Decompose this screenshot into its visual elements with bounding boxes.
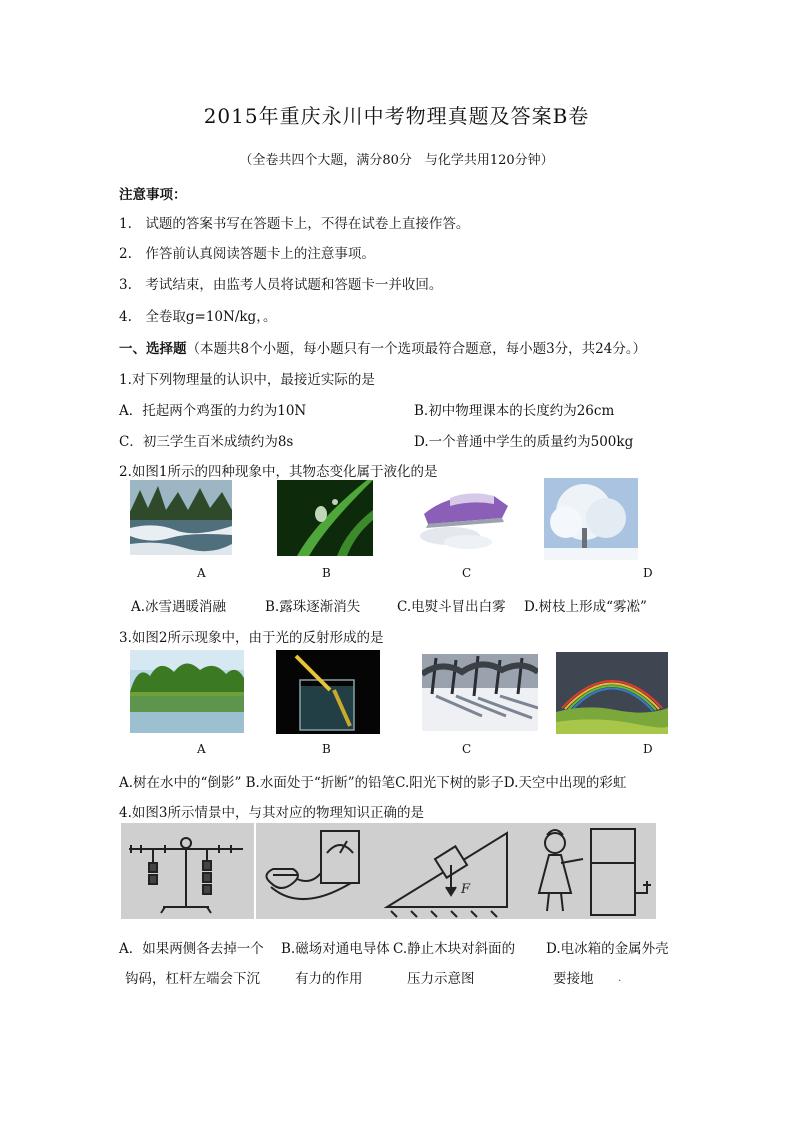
q4-option-a-line2: 钩码，杠杆左端会下沉 [125, 971, 260, 987]
fig2-label-d: D [643, 742, 653, 756]
q2-stem: 2.如图1所示的四种现象中，其物态变化属于液化的是 [119, 464, 438, 480]
incline-block-diagram [387, 833, 507, 917]
section-description: （本题共8个小题，每小题只有一个选项最符合题意，每小题3分，共24分。） [186, 341, 647, 357]
q1-option-d: D.一个普通中学生的质量约为500kg [414, 434, 634, 450]
q1-stem: 1.对下列物理量的认识中，最接近实际的是 [119, 372, 375, 388]
q4-stem: 4.如图3所示情景中，与其对应的物理知识正确的是 [119, 805, 424, 821]
rime-frost-tree-photo [544, 478, 638, 560]
q2-option-c: C.电熨斗冒出白雾 [397, 599, 506, 615]
note-item-3: 3. 考试结束，由监考人员将试题和答题卡一并收回。 [119, 277, 443, 293]
section-title: 一、选择题 [119, 341, 187, 357]
page-title: 2015年重庆永川中考物理真题及答案B卷 [203, 104, 590, 128]
figure-3-diagrams [121, 823, 656, 919]
fig2-label-c: C [462, 742, 472, 756]
q4-option-c-line2: 压力示意图 [407, 971, 475, 987]
melting-ice-photo [130, 480, 232, 555]
section-heading [119, 337, 646, 357]
girl-fridge-diagram [539, 829, 651, 915]
q2-option-d: D.树枝上形成“雾凇” [524, 599, 647, 615]
tree-reflection-photo [130, 650, 244, 733]
q1-option-b: B.初中物理课本的长度约为26cm [414, 403, 615, 419]
q4-option-b-line1: B.磁场对通电导体 [281, 941, 390, 957]
q1-option-c: C．初三学生百米成绩约为8s [119, 434, 294, 450]
steam-iron-photo [410, 484, 514, 554]
q4-option-b-line2: 有力的作用 [295, 971, 363, 987]
fig2-label-b: B [322, 742, 331, 756]
note-item-1: 1. 试题的答案书写在答题卡上，不得在试卷上直接作答。 [119, 216, 470, 232]
bent-pencil-photo [276, 650, 380, 734]
fig2-label-a: A [197, 742, 206, 756]
trailing-dot: . [618, 973, 622, 984]
q3-stem: 3.如图2所示现象中，由于光的反射形成的是 [119, 630, 384, 646]
rainbow-photo [556, 652, 668, 734]
notes-heading: 注意事项： [119, 187, 187, 203]
q4-option-d-line2: 要接地 [553, 971, 594, 987]
q4-option-d-line1: D.电冰箱的金属外壳 [546, 941, 669, 957]
q4-option-c-line1: C.静止木块对斜面的 [393, 941, 516, 957]
fig1-label-b: B [322, 566, 331, 580]
lever-diagram [129, 838, 243, 913]
page-subtitle: （全卷共四个大题，满分80分 与化学共用120分钟） [239, 153, 554, 168]
fig1-label-a: A [197, 566, 206, 580]
q3-options: A.树在水中的“倒影” B.水面处于“折断”的铅笔C.阳光下树的影子D.天空中出现的彩虹 [119, 775, 627, 791]
note-item-4: 4. 全卷取g=10N/kg，。 [119, 309, 277, 325]
tree-shadow-photo [422, 654, 538, 731]
fig1-label-d: D [643, 566, 653, 580]
meter-magnet-diagram [266, 831, 359, 899]
q2-option-b: B.露珠逐渐消失 [265, 599, 361, 615]
dew-drop-photo [277, 480, 373, 556]
q1-option-a: A．托起两个鸡蛋的力约为10N [119, 403, 307, 419]
note-item-2: 2. 作答前认真阅读答题卡上的注意事项。 [119, 246, 375, 262]
q4-option-a-line1: A．如果两侧各去掉一个 [119, 941, 264, 957]
force-label: F [461, 882, 471, 897]
q2-option-a: A.冰雪遇暖消融 [131, 599, 227, 615]
fig1-label-c: C [462, 566, 472, 580]
